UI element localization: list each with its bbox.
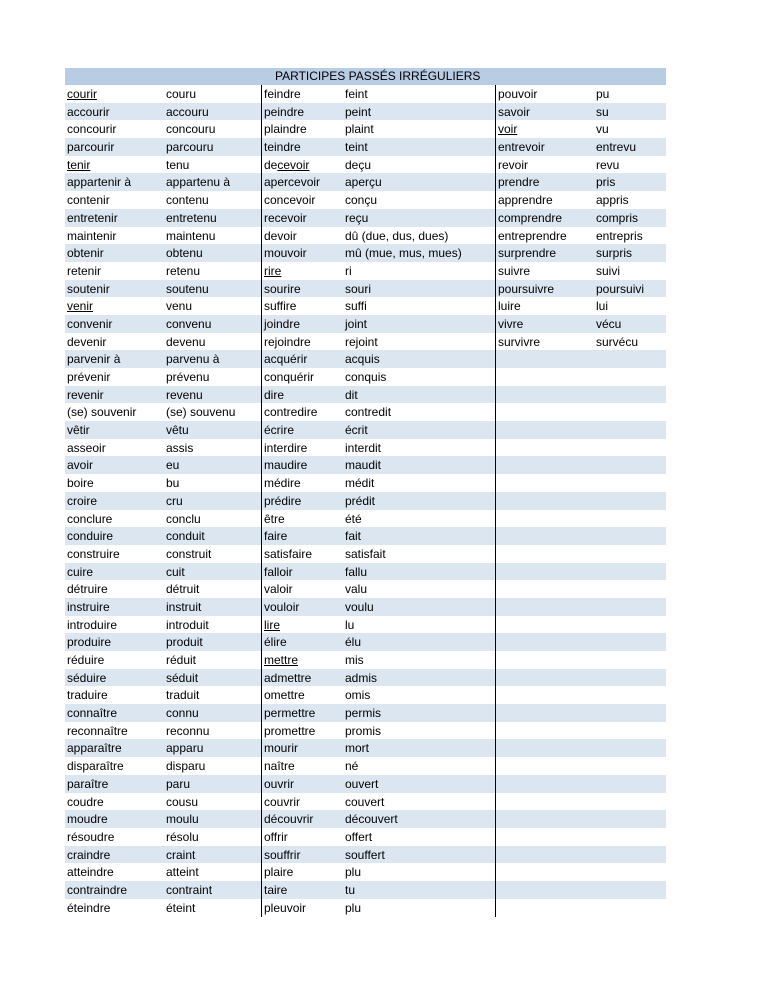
infinitive-cell: surprendre — [498, 246, 557, 261]
table-row — [65, 704, 666, 722]
infinitive-cell: sourire — [264, 281, 301, 296]
table-row — [65, 686, 666, 704]
participle-cell: aperçu — [345, 175, 382, 190]
participle-cell: surpris — [596, 246, 633, 261]
participle-cell: ouvert — [345, 776, 379, 791]
infinitive-cell: conquérir — [264, 370, 315, 384]
infinitive-cell: reconnaître — [67, 723, 128, 738]
table-row — [65, 757, 666, 775]
infinitive-cell: construire — [67, 546, 120, 561]
table-row — [65, 280, 666, 298]
participle-cell: dû (due, dus, dues) — [345, 228, 449, 243]
table-row — [65, 315, 666, 333]
participle-cell: dit — [345, 387, 358, 402]
table-row — [65, 297, 666, 315]
table-row — [65, 633, 666, 651]
table-row — [65, 510, 666, 528]
infinitive-cell: contredire — [264, 405, 318, 420]
participle-cell: entretenu — [166, 210, 217, 225]
infinitive-cell: taire — [264, 882, 288, 897]
participle-cell: cousu — [166, 794, 199, 809]
infinitive-cell: permettre — [264, 706, 316, 721]
infinitive-cell: cuire — [67, 564, 94, 579]
participle-cell: reçu — [345, 210, 369, 225]
infinitive-cell: satisfaire — [264, 546, 313, 561]
participle-cell: entrevu — [596, 140, 637, 155]
infinitive-cell: teindre — [264, 140, 301, 155]
infinitive-cell: être — [264, 511, 285, 526]
participle-cell: valu — [345, 582, 368, 597]
participle-cell: vu — [596, 122, 609, 137]
participle-cell: suffi — [345, 299, 367, 314]
infinitive-cell: atteindre — [67, 865, 114, 880]
infinitive-cell: appartenir à — [67, 175, 132, 190]
participle-cell: prédit — [345, 493, 376, 508]
table-row — [65, 368, 666, 386]
participle-cell: construit — [166, 546, 212, 561]
infinitive-cell: maudire — [264, 458, 308, 473]
infinitive-cell: maintenir — [67, 228, 117, 243]
table-title: PARTICIPES PASSÉS IRRÉGULIERS — [275, 69, 481, 83]
infinitive-cell: contraindre — [67, 882, 128, 897]
infinitive-cell: élire — [264, 635, 287, 650]
participle-cell: maintenu — [166, 228, 216, 243]
infinitive-cell: retenir — [67, 263, 102, 278]
participle-cell: introduit — [166, 617, 209, 632]
table-row — [65, 456, 666, 474]
participle-cell: peint — [345, 104, 372, 119]
participle-cell: feint — [345, 87, 368, 101]
infinitive-cell: mouvoir — [264, 246, 307, 261]
participle-cell: résolu — [166, 829, 199, 844]
participle-cell: conquis — [345, 370, 387, 384]
infinitive-cell: pleuvoir — [264, 900, 307, 915]
table-row — [65, 209, 666, 227]
table-row — [65, 156, 666, 174]
table-row — [65, 262, 666, 280]
participle-cell: venu — [166, 299, 193, 314]
participle-cell: fait — [345, 529, 362, 544]
infinitive-cell: decevoir — [264, 157, 310, 172]
infinitive-cell: introduire — [67, 617, 118, 632]
infinitive-cell: connaître — [67, 706, 118, 721]
participle-cell: cuit — [166, 564, 185, 579]
participle-cell: vécu — [596, 316, 622, 331]
infinitive-cell: disparaître — [67, 759, 124, 774]
table-row — [65, 350, 666, 368]
participle-cell: accouru — [166, 104, 209, 119]
table-row — [65, 810, 666, 828]
table-row — [65, 173, 666, 191]
infinitive-cell: lire — [264, 617, 281, 632]
participle-cell: maudit — [345, 458, 382, 473]
infinitive-cell: accourir — [67, 104, 110, 119]
infinitive-cell: omettre — [264, 688, 305, 703]
table-row — [65, 492, 666, 510]
participle-cell: teint — [345, 140, 368, 155]
infinitive-cell: devenir — [67, 334, 107, 349]
infinitive-cell: croire — [67, 493, 98, 508]
participle-cell: reconnu — [166, 723, 210, 738]
infinitive-cell: convenir — [67, 316, 113, 331]
infinitive-cell: plaire — [264, 865, 294, 880]
infinitive-cell: recevoir — [264, 210, 307, 225]
participle-cell: produit — [166, 635, 203, 650]
participle-cell: couru — [166, 87, 197, 101]
infinitive-cell: parcourir — [67, 140, 115, 155]
participle-cell: conçu — [345, 193, 378, 208]
table-row — [65, 421, 666, 439]
infinitive-cell: vivre — [498, 316, 524, 331]
table-row — [65, 598, 666, 616]
infinitive-cell: prendre — [498, 175, 540, 190]
participle-cell: joint — [345, 316, 368, 331]
infinitive-cell: mourir — [264, 741, 299, 756]
table-row — [65, 403, 666, 421]
participle-cell: prévenu — [166, 370, 210, 384]
participle-cell: craint — [166, 847, 196, 862]
infinitive-cell: peindre — [264, 104, 305, 119]
participle-cell: mû (mue, mus, mues) — [345, 246, 462, 261]
participle-cell: tenu — [166, 157, 190, 172]
table-row — [65, 828, 666, 846]
infinitive-cell: souffrir — [264, 847, 301, 862]
infinitive-cell: devoir — [264, 228, 297, 243]
table-row — [65, 881, 666, 899]
participle-cell: lu — [345, 617, 355, 632]
participle-cell: devenu — [166, 334, 206, 349]
infinitive-cell: luire — [498, 299, 521, 314]
participle-cell: cru — [166, 493, 183, 508]
infinitive-cell: soutenir — [67, 281, 110, 296]
infinitive-cell: prédire — [264, 493, 302, 508]
infinitive-cell: contenir — [67, 193, 110, 208]
table-row — [65, 474, 666, 492]
infinitive-cell: concevoir — [264, 193, 316, 208]
participle-cell: (se) souvenu — [166, 405, 236, 420]
participle-cell: souffert — [345, 847, 385, 862]
table-title-row — [65, 68, 666, 85]
infinitive-cell: entreprendre — [498, 228, 567, 243]
participle-cell: couvert — [345, 794, 385, 809]
infinitive-cell: naître — [264, 759, 295, 774]
participle-cell: conduit — [166, 529, 205, 544]
participle-cell: deçu — [345, 157, 372, 172]
participle-cell: admis — [345, 670, 378, 685]
participle-cell: instruit — [166, 599, 202, 614]
participle-cell: ri — [345, 263, 352, 278]
participle-cell: détruit — [166, 582, 200, 597]
participle-cell: plu — [345, 865, 362, 880]
infinitive-cell: dire — [264, 387, 285, 402]
infinitive-cell: ouvrir — [264, 776, 295, 791]
participle-cell: disparu — [166, 759, 206, 774]
table-row — [65, 545, 666, 563]
infinitive-cell: pouvoir — [498, 87, 538, 101]
participle-cell: appartenu à — [166, 175, 231, 190]
participle-cell: bu — [166, 476, 180, 491]
participle-cell: assis — [166, 440, 194, 455]
participle-cell: pris — [596, 175, 616, 190]
table-row — [65, 191, 666, 209]
infinitive-cell: interdire — [264, 440, 308, 455]
participle-cell: paru — [166, 776, 191, 791]
participle-cell: mis — [345, 653, 364, 667]
infinitive-cell: venir — [67, 299, 94, 314]
infinitive-cell: entrevoir — [498, 140, 545, 155]
infinitive-cell: couvrir — [264, 794, 301, 809]
infinitive-cell: résoudre — [67, 829, 115, 844]
infinitive-cell: séduire — [67, 670, 107, 685]
infinitive-cell: revoir — [498, 157, 529, 172]
infinitive-cell: détruire — [67, 582, 108, 597]
participle-cell: contenu — [166, 193, 209, 208]
participle-cell: parcouru — [166, 140, 214, 155]
infinitive-cell: valoir — [264, 582, 293, 597]
participle-cell: éteint — [166, 900, 196, 915]
infinitive-cell: avoir — [67, 458, 94, 473]
infinitive-cell: vouloir — [264, 599, 300, 614]
infinitive-cell: apprendre — [498, 193, 553, 208]
table-row — [65, 386, 666, 404]
participle-cell: vêtu — [166, 423, 189, 438]
participle-cell: rejoint — [345, 334, 378, 349]
participle-cell: plu — [345, 900, 362, 915]
participle-cell: lui — [596, 299, 609, 314]
infinitive-cell: poursuivre — [498, 281, 555, 296]
infinitive-cell: comprendre — [498, 210, 563, 225]
participle-cell: eu — [166, 458, 180, 473]
participle-cell: conclu — [166, 511, 201, 526]
infinitive-cell: falloir — [264, 564, 293, 579]
participle-cell: su — [596, 104, 609, 119]
participle-cell: retenu — [166, 263, 201, 278]
infinitive-cell: rire — [264, 263, 282, 278]
infinitive-cell: paraître — [67, 776, 109, 791]
participle-cell: revu — [596, 157, 620, 172]
participle-cell: souri — [345, 281, 372, 296]
table-row — [65, 793, 666, 811]
infinitive-cell: concourir — [67, 122, 117, 137]
infinitive-cell: feindre — [264, 87, 301, 101]
table-row — [65, 616, 666, 634]
infinitive-cell: voir — [498, 122, 518, 137]
irregular-participles-table — [65, 68, 666, 916]
infinitive-cell: savoir — [498, 104, 531, 119]
participle-cell: traduit — [166, 688, 200, 703]
participle-cell: suivi — [596, 263, 621, 278]
participle-cell: satisfait — [345, 546, 386, 561]
table-row — [65, 333, 666, 351]
infinitive-cell: moudre — [67, 812, 108, 827]
participle-cell: été — [345, 511, 362, 526]
infinitive-cell: conduire — [67, 529, 114, 544]
infinitive-cell: suffire — [264, 299, 297, 314]
participle-cell: contraint — [166, 882, 213, 897]
table-body — [65, 85, 666, 916]
table-row — [65, 846, 666, 864]
participle-cell: interdit — [345, 440, 382, 455]
table-row — [65, 527, 666, 545]
table-row — [65, 775, 666, 793]
participle-cell: découvert — [345, 812, 398, 827]
infinitive-cell: coudre — [67, 794, 104, 809]
infinitive-cell: craindre — [67, 847, 111, 862]
table-row — [65, 863, 666, 881]
infinitive-cell: acquérir — [264, 352, 308, 367]
infinitive-cell: traduire — [67, 688, 108, 703]
table-row — [65, 244, 666, 262]
table-row — [65, 85, 666, 103]
participle-cell: compris — [596, 210, 639, 225]
participle-cell: acquis — [345, 352, 380, 367]
table-row — [65, 739, 666, 757]
infinitive-cell: éteindre — [67, 900, 111, 915]
participle-cell: plaint — [345, 122, 374, 137]
table-row — [65, 103, 666, 121]
infinitive-cell: suivre — [498, 263, 531, 278]
participle-cell: offert — [345, 829, 373, 844]
infinitive-cell: boire — [67, 476, 94, 491]
column-divider-left — [261, 85, 262, 917]
participle-cell: tu — [345, 882, 356, 897]
infinitive-cell: joindre — [264, 316, 301, 331]
infinitive-cell: apercevoir — [264, 175, 321, 190]
participle-cell: fallu — [345, 564, 368, 579]
participle-cell: contredit — [345, 405, 392, 420]
infinitive-cell: (se) souvenir — [67, 405, 137, 420]
table-row — [65, 651, 666, 669]
infinitive-cell: asseoir — [67, 440, 106, 455]
infinitive-cell: admettre — [264, 670, 312, 685]
participle-cell: séduit — [166, 670, 199, 685]
participle-cell: médit — [345, 476, 375, 491]
infinitive-cell: obtenir — [67, 246, 104, 261]
infinitive-cell: survivre — [498, 334, 541, 349]
infinitive-cell: faire — [264, 529, 288, 544]
infinitive-cell: médire — [264, 476, 301, 491]
table-row — [65, 669, 666, 687]
participle-cell: atteint — [166, 865, 199, 880]
infinitive-cell: vêtir — [67, 423, 90, 438]
infinitive-cell: entretenir — [67, 210, 118, 225]
participle-cell: moulu — [166, 812, 199, 827]
participle-cell: promis — [345, 723, 382, 738]
participle-cell: apparu — [166, 741, 204, 756]
infinitive-cell: écrire — [264, 423, 295, 438]
participle-cell: poursuivi — [596, 281, 645, 296]
participle-cell: appris — [596, 193, 629, 208]
infinitive-cell: rejoindre — [264, 334, 311, 349]
participle-cell: réduit — [166, 653, 197, 667]
infinitive-cell: instruire — [67, 599, 110, 614]
participle-cell: parvenu à — [166, 352, 220, 367]
participle-cell: voulu — [345, 599, 374, 614]
infinitive-cell: conclure — [67, 511, 113, 526]
participle-cell: obtenu — [166, 246, 203, 261]
infinitive-cell: prévenir — [67, 370, 111, 384]
infinitive-cell: plaindre — [264, 122, 307, 137]
participle-cell: écrit — [345, 423, 368, 438]
table-row — [65, 580, 666, 598]
infinitive-cell: réduire — [67, 653, 105, 667]
participle-cell: né — [345, 759, 359, 774]
table-row — [65, 899, 666, 917]
participle-cell: permis — [345, 706, 382, 721]
infinitive-cell: mettre — [264, 653, 299, 667]
table-row — [65, 439, 666, 457]
table-row — [65, 563, 666, 581]
participle-cell: soutenu — [166, 281, 209, 296]
participle-cell: élu — [345, 635, 362, 650]
infinitive-cell: courir — [67, 87, 98, 101]
infinitive-cell: revenir — [67, 387, 104, 402]
participle-cell: survécu — [596, 334, 639, 349]
participle-cell: omis — [345, 688, 371, 703]
infinitive-cell: découvrir — [264, 812, 314, 827]
participle-cell: convenu — [166, 316, 212, 331]
table-row — [65, 120, 666, 138]
participle-cell: entrepris — [596, 228, 643, 243]
table-row — [65, 138, 666, 156]
column-divider-right — [495, 85, 496, 917]
infinitive-cell: parvenir à — [67, 352, 121, 367]
table-row — [65, 227, 666, 245]
infinitive-cell: promettre — [264, 723, 316, 738]
infinitive-cell: produire — [67, 635, 112, 650]
participle-cell: connu — [166, 706, 199, 721]
infinitive-cell: apparaître — [67, 741, 122, 756]
participle-cell: mort — [345, 741, 369, 756]
participle-cell: revenu — [166, 387, 203, 402]
infinitive-cell: tenir — [67, 157, 91, 172]
participle-cell: pu — [596, 87, 610, 101]
infinitive-cell: offrir — [264, 829, 288, 844]
participle-cell: concouru — [166, 122, 216, 137]
table-row — [65, 722, 666, 740]
